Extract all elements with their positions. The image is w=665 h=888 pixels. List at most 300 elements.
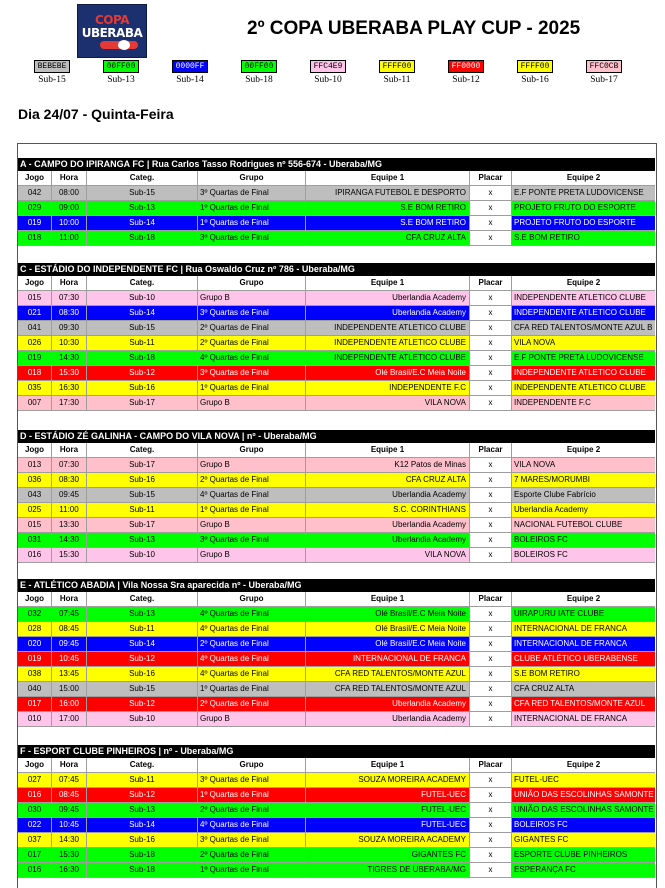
team-1-cell: VILA NOVA xyxy=(306,396,470,410)
column-header: Hora xyxy=(52,171,87,185)
score-cell: x xyxy=(470,458,512,472)
category-cell: Sub-16 xyxy=(87,667,198,681)
game-time-cell: 15:00 xyxy=(52,682,87,696)
column-header: Placar xyxy=(470,276,512,290)
group-cell: 1º Quartas de Final xyxy=(198,201,306,215)
team-1-cell: GIGANTES FC xyxy=(306,848,470,862)
category-cell: Sub-10 xyxy=(87,548,198,562)
group-cell: Grupo B xyxy=(198,291,306,305)
game-number-cell: 019 xyxy=(18,652,52,666)
game-number-cell: 007 xyxy=(18,396,52,410)
legend-item xyxy=(303,60,353,85)
day-heading: Dia 24/07 - Quinta-Feira xyxy=(18,106,174,122)
column-header: Categ. xyxy=(87,592,198,606)
column-header: Placar xyxy=(470,443,512,457)
group-cell: 4º Quartas de Final xyxy=(198,607,306,621)
team-2-cell: VILA NOVA xyxy=(512,458,655,472)
legend-item xyxy=(27,60,77,85)
team-2-cell: ESPERANÇA FC xyxy=(512,863,655,877)
team-2-cell: 7 MARES/MORUMBI xyxy=(512,473,655,487)
column-header: Equipe 1 xyxy=(306,758,470,772)
game-time-cell: 10:45 xyxy=(52,818,87,832)
team-1-cell: FUTEL-UEC xyxy=(306,818,470,832)
team-1-cell: Uberlandia Academy xyxy=(306,712,470,726)
group-cell: 4º Quartas de Final xyxy=(198,652,306,666)
table-row xyxy=(18,336,655,351)
team-1-cell: Uberlandia Academy xyxy=(306,533,470,547)
category-cell: Sub-17 xyxy=(87,458,198,472)
table-row xyxy=(18,366,655,381)
game-number-cell: 025 xyxy=(18,503,52,517)
group-cell: 2º Quartas de Final xyxy=(198,473,306,487)
team-2-cell: INDEPENDENTE ATLETICO CLUBE xyxy=(512,306,655,320)
table-row xyxy=(18,712,655,727)
team-1-cell: Uberlandia Academy xyxy=(306,291,470,305)
team-1-cell: CFA RED TALENTOS/MONTE AZUL xyxy=(306,682,470,696)
team-1-cell: IPIRANGA FUTEBOL E DESPORTO xyxy=(306,186,470,200)
group-cell: Grupo B xyxy=(198,396,306,410)
score-cell: x xyxy=(470,186,512,200)
team-2-cell: S.E BOM RETIRO xyxy=(512,667,655,681)
game-number-cell: 029 xyxy=(18,201,52,215)
column-header: Equipe 2 xyxy=(566,173,601,182)
team-1-cell: CFA CRUZ ALTA xyxy=(306,231,470,245)
table-row xyxy=(18,216,655,231)
team-1-cell: INDEPENDENTE ATLETICO CLUBE xyxy=(306,351,470,365)
group-cell: Grupo B xyxy=(198,458,306,472)
category-cell: Sub-15 xyxy=(87,186,198,200)
table-row xyxy=(18,652,655,667)
category-cell: Sub-17 xyxy=(87,396,198,410)
legend-label: Sub-10 xyxy=(314,75,342,85)
game-number-cell: 010 xyxy=(18,712,52,726)
column-header: Equipe 2 xyxy=(566,278,601,287)
category-cell: Sub-15 xyxy=(87,488,198,502)
category-cell: Sub-14 xyxy=(87,818,198,832)
group-cell: 2º Quartas de Final xyxy=(198,697,306,711)
legend-swatch: BEBEBE xyxy=(34,60,70,73)
team-1-cell: S.E BOM RETIRO xyxy=(306,216,470,230)
game-number-cell: 027 xyxy=(18,773,52,787)
column-header: Hora xyxy=(52,276,87,290)
score-cell: x xyxy=(470,682,512,696)
score-cell: x xyxy=(470,697,512,711)
score-cell: x xyxy=(470,201,512,215)
team-2-cell: Uberlandia Academy xyxy=(512,503,655,517)
team-1-cell: Olé Brasil/E.C Meia Noite xyxy=(306,607,470,621)
column-header: Hora xyxy=(52,758,87,772)
game-time-cell: 13:45 xyxy=(52,667,87,681)
table-row xyxy=(18,548,655,563)
category-cell: Sub-15 xyxy=(87,682,198,696)
table-row xyxy=(18,818,655,833)
column-header: Jogo xyxy=(18,443,52,457)
table-header xyxy=(18,443,655,458)
column-header: Jogo xyxy=(18,758,52,772)
team-2-cell: Esporte Clube Fabrício xyxy=(512,488,655,502)
venue-section xyxy=(18,263,655,411)
team-2-cell: INTERNACIONAL DE FRANCA xyxy=(512,637,655,651)
venue-section xyxy=(18,579,655,727)
score-cell: x xyxy=(470,607,512,621)
category-cell: Sub-13 xyxy=(87,803,198,817)
group-cell: Grupo B xyxy=(198,712,306,726)
game-time-cell: 16:00 xyxy=(52,697,87,711)
category-cell: Sub-16 xyxy=(87,381,198,395)
legend-item xyxy=(96,60,146,85)
column-header: Grupo xyxy=(198,443,306,457)
score-cell: x xyxy=(470,366,512,380)
game-number-cell: 017 xyxy=(18,697,52,711)
copa-logo xyxy=(77,4,147,58)
score-cell: x xyxy=(470,773,512,787)
team-2-cell: ESPORTE CLUBE PINHEIROS xyxy=(512,848,655,862)
team-2-cell: VILA NOVA xyxy=(512,336,655,350)
game-number-cell: 031 xyxy=(18,533,52,547)
table-row xyxy=(18,291,655,306)
team-2-cell: UNIÃO DAS ESCOLINHAS SAMONTE xyxy=(512,803,655,817)
category-cell: Sub-13 xyxy=(87,607,198,621)
game-time-cell: 08:45 xyxy=(52,622,87,636)
score-cell: x xyxy=(470,533,512,547)
column-header: Equipe 1 xyxy=(306,592,470,606)
team-1-cell: FUTEL-UEC xyxy=(306,788,470,802)
score-cell: x xyxy=(470,306,512,320)
game-number-cell: 016 xyxy=(18,788,52,802)
team-1-cell: Uberlandia Academy xyxy=(306,488,470,502)
score-cell: x xyxy=(470,518,512,532)
team-2-cell: INTERNACIONAL DE FRANCA xyxy=(512,712,655,726)
score-cell: x xyxy=(470,818,512,832)
team-1-cell: INDEPENDENTE ATLETICO CLUBE xyxy=(306,336,470,350)
game-time-cell: 08:30 xyxy=(52,306,87,320)
group-cell: 4º Quartas de Final xyxy=(198,667,306,681)
team-2-cell: GIGANTES FC xyxy=(512,833,655,847)
group-cell: Grupo B xyxy=(198,548,306,562)
score-cell: x xyxy=(470,473,512,487)
group-cell: 1º Quartas de Final xyxy=(198,863,306,877)
logo-ball-icon xyxy=(118,40,130,50)
table-row xyxy=(18,381,655,396)
category-cell: Sub-12 xyxy=(87,652,198,666)
group-cell: 4º Quartas de Final xyxy=(198,351,306,365)
team-2-cell: INDEPENDENTE ATLETICO CLUBE xyxy=(512,291,655,305)
legend-swatch: 00FF00 xyxy=(241,60,277,73)
game-number-cell: 019 xyxy=(18,216,52,230)
table-row xyxy=(18,518,655,533)
logo-text-copa: COPA xyxy=(95,13,129,27)
legend-swatch: FFFF00 xyxy=(379,60,415,73)
category-cell: Sub-11 xyxy=(87,503,198,517)
group-cell: 2º Quartas de Final xyxy=(198,336,306,350)
table-row xyxy=(18,458,655,473)
category-cell: Sub-12 xyxy=(87,366,198,380)
score-cell: x xyxy=(470,637,512,651)
category-cell: Sub-18 xyxy=(87,863,198,877)
team-1-cell: S.C. CORINTHIANS xyxy=(306,503,470,517)
team-1-cell: K12 Patos de Minas xyxy=(306,458,470,472)
table-row xyxy=(18,321,655,336)
game-number-cell: 015 xyxy=(18,518,52,532)
legend-swatch: 0000FF xyxy=(172,60,208,73)
column-header: Jogo xyxy=(18,276,52,290)
team-1-cell: INTERNACIONAL DE FRANCA xyxy=(306,652,470,666)
team-1-cell: CFA CRUZ ALTA xyxy=(306,473,470,487)
team-2-cell: CFA RED TALENTOS/MONTE AZUL B xyxy=(512,321,655,335)
column-header: Grupo xyxy=(198,171,306,185)
team-2-cell: INTERNACIONAL DE FRANCA xyxy=(512,622,655,636)
column-header: Equipe 2 xyxy=(566,594,601,603)
table-header xyxy=(18,592,655,607)
group-cell: 1º Quartas de Final xyxy=(198,381,306,395)
game-number-cell: 032 xyxy=(18,607,52,621)
category-cell: Sub-11 xyxy=(87,773,198,787)
team-2-cell: CLUBE ATLÉTICO UBERABENSE xyxy=(512,652,655,666)
team-2-cell: S.E BOM RETIRO xyxy=(512,231,655,245)
category-cell: Sub-16 xyxy=(87,833,198,847)
game-time-cell: 07:45 xyxy=(52,773,87,787)
team-1-cell: S.E BOM RETIRO xyxy=(306,201,470,215)
column-header: Jogo xyxy=(18,171,52,185)
game-number-cell: 016 xyxy=(18,548,52,562)
game-time-cell: 14:30 xyxy=(52,833,87,847)
group-cell: 2º Quartas de Final xyxy=(198,321,306,335)
game-time-cell: 17:00 xyxy=(52,712,87,726)
game-number-cell: 013 xyxy=(18,458,52,472)
team-1-cell: INDEPENDENTE ATLETICO CLUBE xyxy=(306,321,470,335)
score-cell: x xyxy=(470,712,512,726)
legend-item xyxy=(165,60,215,85)
table-row xyxy=(18,833,655,848)
game-number-cell: 040 xyxy=(18,682,52,696)
score-cell: x xyxy=(470,803,512,817)
team-2-cell: INDEPENDENTE ATLETICO CLUBE xyxy=(512,381,655,395)
game-time-cell: 07:30 xyxy=(52,291,87,305)
team-2-cell: FUTEL-UEC xyxy=(512,773,655,787)
legend-label: Sub-17 xyxy=(590,75,618,85)
column-header: Equipe 1 xyxy=(306,443,470,457)
category-cell: Sub-12 xyxy=(87,697,198,711)
legend-swatch: 00FF00 xyxy=(103,60,139,73)
score-cell: x xyxy=(470,291,512,305)
team-1-cell: SOUZA MOREIRA ACADEMY xyxy=(306,773,470,787)
column-header: Grupo xyxy=(198,758,306,772)
score-cell: x xyxy=(470,336,512,350)
column-header: Categ. xyxy=(87,758,198,772)
game-number-cell: 037 xyxy=(18,833,52,847)
legend-label: Sub-15 xyxy=(38,75,66,85)
column-header: Categ. xyxy=(87,443,198,457)
score-cell: x xyxy=(470,351,512,365)
score-cell: x xyxy=(470,833,512,847)
legend-label: Sub-16 xyxy=(521,75,549,85)
team-1-cell: Uberlandia Academy xyxy=(306,306,470,320)
table-row xyxy=(18,201,655,216)
game-number-cell: 022 xyxy=(18,818,52,832)
column-header: Equipe 2 xyxy=(566,760,601,769)
team-2-cell: NACIONAL FUTEBOL CLUBE xyxy=(512,518,655,532)
game-number-cell: 018 xyxy=(18,231,52,245)
team-2-cell: CFA RED TALENTOS/MONTE AZUL xyxy=(512,697,655,711)
column-header: Grupo xyxy=(198,276,306,290)
group-cell: 3º Quartas de Final xyxy=(198,186,306,200)
game-time-cell: 16:30 xyxy=(52,863,87,877)
game-number-cell: 021 xyxy=(18,306,52,320)
group-cell: 3º Quartas de Final xyxy=(198,773,306,787)
table-row xyxy=(18,488,655,503)
group-cell: Grupo B xyxy=(198,518,306,532)
legend-item xyxy=(372,60,422,85)
venue-section xyxy=(18,745,655,878)
category-cell: Sub-14 xyxy=(87,637,198,651)
team-2-cell: BOLEIROS FC xyxy=(512,548,655,562)
score-cell: x xyxy=(470,231,512,245)
category-cell: Sub-17 xyxy=(87,518,198,532)
game-number-cell: 028 xyxy=(18,622,52,636)
table-row xyxy=(18,473,655,488)
category-cell: Sub-11 xyxy=(87,336,198,350)
game-number-cell: 015 xyxy=(18,291,52,305)
team-1-cell: VILA NOVA xyxy=(306,548,470,562)
score-cell: x xyxy=(470,548,512,562)
game-time-cell: 15:30 xyxy=(52,366,87,380)
column-header: Categ. xyxy=(87,276,198,290)
team-2-cell: UIRAPURU IATE CLUBE xyxy=(512,607,655,621)
team-1-cell: FUTEL-UEC xyxy=(306,803,470,817)
team-2-cell: INDEPENDENTE ATLETICO CLUBE xyxy=(512,366,655,380)
group-cell: 2º Quartas de Final xyxy=(198,637,306,651)
game-number-cell: 038 xyxy=(18,667,52,681)
group-cell: 3º Quartas de Final xyxy=(198,833,306,847)
score-cell: x xyxy=(470,863,512,877)
game-time-cell: 09:00 xyxy=(52,201,87,215)
game-number-cell: 035 xyxy=(18,381,52,395)
category-cell: Sub-14 xyxy=(87,216,198,230)
table-row xyxy=(18,803,655,818)
legend-label: Sub-11 xyxy=(383,75,411,85)
game-number-cell: 036 xyxy=(18,473,52,487)
game-time-cell: 10:00 xyxy=(52,216,87,230)
group-cell: 3º Quartas de Final xyxy=(198,366,306,380)
legend-label: Sub-12 xyxy=(452,75,480,85)
table-row xyxy=(18,788,655,803)
game-time-cell: 07:45 xyxy=(52,607,87,621)
game-time-cell: 15:30 xyxy=(52,548,87,562)
legend-swatch: FFC0CB xyxy=(586,60,622,73)
category-cell: Sub-11 xyxy=(87,622,198,636)
venue-section xyxy=(18,158,655,246)
venue-title: C - ESTÁDIO DO INDEPENDENTE FC | Rua Oswaldo Cruz nº 786 - Uberaba/MG xyxy=(18,263,655,276)
score-cell: x xyxy=(470,788,512,802)
team-1-cell: CFA RED TALENTOS/MONTE AZUL xyxy=(306,667,470,681)
group-cell: 1º Quartas de Final xyxy=(198,788,306,802)
game-time-cell: 16:30 xyxy=(52,381,87,395)
team-1-cell: SOUZA MOREIRA ACADEMY xyxy=(306,833,470,847)
score-cell: x xyxy=(470,381,512,395)
team-1-cell: Olé Brasil/E.C Meia Noite xyxy=(306,622,470,636)
category-cell: Sub-13 xyxy=(87,201,198,215)
column-header: Equipe 2 xyxy=(566,445,601,454)
team-1-cell: INDEPENDENTE F.C xyxy=(306,381,470,395)
group-cell: 1º Quartas de Final xyxy=(198,503,306,517)
legend-item xyxy=(234,60,284,85)
legend-label: Sub-18 xyxy=(245,75,273,85)
group-cell: 1º Quartas de Final xyxy=(198,682,306,696)
team-2-cell: BOLEIROS FC xyxy=(512,533,655,547)
category-cell: Sub-13 xyxy=(87,533,198,547)
category-cell: Sub-18 xyxy=(87,231,198,245)
table-row xyxy=(18,396,655,411)
column-header: Categ. xyxy=(87,171,198,185)
table-row xyxy=(18,351,655,366)
venue-title: A - CAMPO DO IPIRANGA FC | Rua Carlos Tasso Rodrigues nº 556-674 - Uberaba/MG xyxy=(18,158,655,171)
column-header: Placar xyxy=(470,592,512,606)
game-time-cell: 09:45 xyxy=(52,637,87,651)
game-number-cell: 030 xyxy=(18,803,52,817)
legend-item xyxy=(441,60,491,85)
score-cell: x xyxy=(470,848,512,862)
category-cell: Sub-16 xyxy=(87,473,198,487)
team-2-cell: PROJETO FRUTO DO ESPORTE xyxy=(512,216,655,230)
score-cell: x xyxy=(470,488,512,502)
table-row xyxy=(18,306,655,321)
game-time-cell: 08:30 xyxy=(52,473,87,487)
team-1-cell: Olé Brasil/E.C Meia Noite xyxy=(306,366,470,380)
column-header: Placar xyxy=(470,758,512,772)
team-1-cell: Uberlandia Academy xyxy=(306,697,470,711)
team-1-cell: TIGRES DE UBERABA/MG xyxy=(306,863,470,877)
group-cell: 4º Quartas de Final xyxy=(198,818,306,832)
column-header: Hora xyxy=(52,592,87,606)
table-row xyxy=(18,667,655,682)
logo-text-uberaba: UBERABA xyxy=(81,26,143,40)
team-2-cell: CFA CRUZ ALTA xyxy=(512,682,655,696)
game-time-cell: 11:00 xyxy=(52,231,87,245)
table-row xyxy=(18,848,655,863)
team-2-cell: E.F PONTE PRETA LUDOVICENSE xyxy=(512,186,655,200)
game-time-cell: 14:30 xyxy=(52,533,87,547)
table-row xyxy=(18,533,655,548)
game-number-cell: 043 xyxy=(18,488,52,502)
team-2-cell: INDEPENDENTE F.C xyxy=(512,396,655,410)
venue-section xyxy=(18,430,655,563)
legend-item xyxy=(510,60,560,85)
table-row xyxy=(18,231,655,246)
game-time-cell: 10:45 xyxy=(52,652,87,666)
team-2-cell: BOLEIROS FC xyxy=(512,818,655,832)
category-cell: Sub-10 xyxy=(87,291,198,305)
category-cell: Sub-15 xyxy=(87,321,198,335)
column-header: Jogo xyxy=(18,592,52,606)
group-cell: 2º Quartas de Final xyxy=(198,848,306,862)
column-header: Placar xyxy=(470,171,512,185)
column-header: Hora xyxy=(52,443,87,457)
table-row xyxy=(18,637,655,652)
game-time-cell: 07:30 xyxy=(52,458,87,472)
group-cell: 4º Quartas de Final xyxy=(198,622,306,636)
category-cell: Sub-18 xyxy=(87,848,198,862)
legend-label: Sub-13 xyxy=(107,75,135,85)
venue-title: F - ESPORT CLUBE PINHEIROS | nº - Uberaba/MG xyxy=(18,745,655,758)
game-number-cell: 041 xyxy=(18,321,52,335)
game-time-cell: 17:30 xyxy=(52,396,87,410)
game-time-cell: 13:30 xyxy=(52,518,87,532)
game-number-cell: 020 xyxy=(18,637,52,651)
category-cell: Sub-18 xyxy=(87,351,198,365)
group-cell: 4º Quartas de Final xyxy=(198,488,306,502)
table-row xyxy=(18,622,655,637)
game-number-cell: 016 xyxy=(18,863,52,877)
